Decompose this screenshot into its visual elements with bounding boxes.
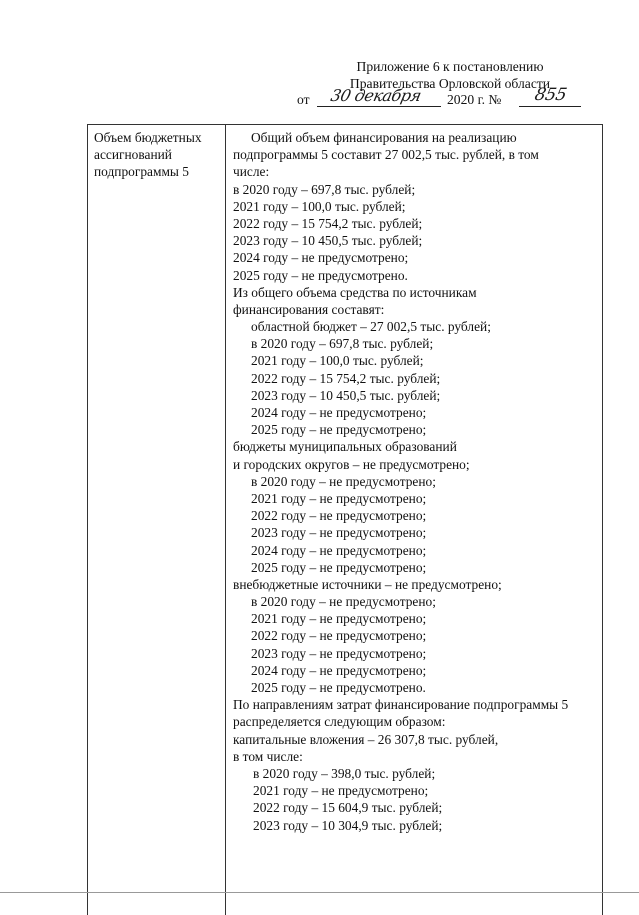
- page-bottom-rule: [0, 892, 639, 893]
- content-line: в 2020 году – 697,8 тыс. рублей;: [251, 336, 434, 352]
- content-line: 2023 году – 10 450,5 тыс. рублей;: [233, 233, 423, 249]
- content-line: 2022 году – 15 754,2 тыс. рублей;: [233, 215, 423, 231]
- content-line: 2025 году – не предусмотрено.: [233, 267, 408, 283]
- content-line: 2022 году – 15 604,9 тыс. рублей;: [253, 800, 443, 816]
- content-line: 2023 году – не предусмотрено;: [251, 525, 427, 541]
- content-line: По направлениям затрат финансирование подпрограммы 5: [233, 697, 569, 713]
- content-line: бюджеты муниципальных образований: [233, 439, 457, 455]
- content-line: 2025 году – не предусмотрено;: [251, 559, 427, 575]
- content-line: числе:: [233, 164, 270, 180]
- budget-table: [87, 124, 603, 915]
- content-line: Общий объем финансирования на реализацию: [251, 130, 517, 145]
- header-line-1: Приложение 6 к постановлению: [356, 59, 544, 74]
- content-line: подпрограммы 5 составит 27 002,5 тыс. рублей, в том: [233, 147, 539, 163]
- content-line: 2021 году – не предусмотрено;: [251, 611, 427, 627]
- content-line: 2021 году – 100,0 тыс. рублей;: [233, 198, 406, 214]
- content-line: 2022 году – не предусмотрено;: [251, 508, 427, 524]
- content-line: 2021 году – не предусмотрено;: [253, 783, 429, 799]
- content-line: в 2020 году – не предусмотрено;: [251, 594, 436, 610]
- content-line: распределяется следующим образом:: [233, 714, 446, 730]
- content-line: 2024 году – не предусмотрено;: [251, 542, 427, 558]
- content-line: 2024 году – не предусмотрено;: [251, 662, 427, 678]
- content-line: внебюджетные источники – не предусмотрено;: [233, 576, 502, 592]
- handwritten-number: 855: [532, 85, 569, 105]
- content-line: 2025 году – не предусмотрено;: [251, 422, 427, 438]
- content-line: и городских округов – не предусмотрено;: [233, 456, 470, 472]
- content-line: в 2020 году – не предусмотрено;: [251, 473, 436, 489]
- row-label-cell: Объем бюджетных ассигнований подпрограммы 5: [94, 130, 202, 180]
- content-line: в том числе:: [233, 748, 303, 764]
- row-content-cell: [233, 129, 603, 834]
- handwritten-date: 30 декабря: [328, 86, 423, 105]
- content-line: в 2020 году – 398,0 тыс. рублей;: [253, 765, 436, 781]
- content-line: в 2020 году – 697,8 тыс. рублей;: [233, 181, 416, 197]
- content-line: финансирования составят:: [233, 301, 385, 317]
- content-line: 2023 году – 10 450,5 тыс. рублей;: [251, 387, 441, 403]
- content-line: 2025 году – не предусмотрено.: [251, 680, 426, 695]
- date-number-row: [297, 85, 597, 112]
- year-number-label: 2020 г. №: [447, 92, 502, 107]
- date-prefix: от: [297, 92, 310, 107]
- header-line-2: Правительства Орловской области: [349, 76, 551, 91]
- content-line: Из общего объема средства по источникам: [233, 284, 477, 300]
- content-line: 2024 году – не предусмотрено;: [233, 250, 409, 266]
- content-line: 2021 году – 100,0 тыс. рублей;: [251, 353, 424, 369]
- content-line: 2022 году – не предусмотрено;: [251, 628, 427, 644]
- content-line: 2023 году – 10 304,9 тыс. рублей;: [253, 817, 443, 833]
- content-line: областной бюджет – 27 002,5 тыс. рублей;: [251, 319, 491, 335]
- column-divider: [225, 125, 226, 915]
- content-line: капитальные вложения – 26 307,8 тыс. рублей,: [233, 731, 499, 747]
- content-line: 2024 году – не предусмотрено;: [251, 405, 427, 420]
- content-line: 2021 году – не предусмотрено;: [251, 490, 427, 506]
- content-line: 2022 году – 15 754,2 тыс. рублей;: [251, 370, 441, 386]
- content-line: 2023 году – не предусмотрено;: [251, 645, 427, 661]
